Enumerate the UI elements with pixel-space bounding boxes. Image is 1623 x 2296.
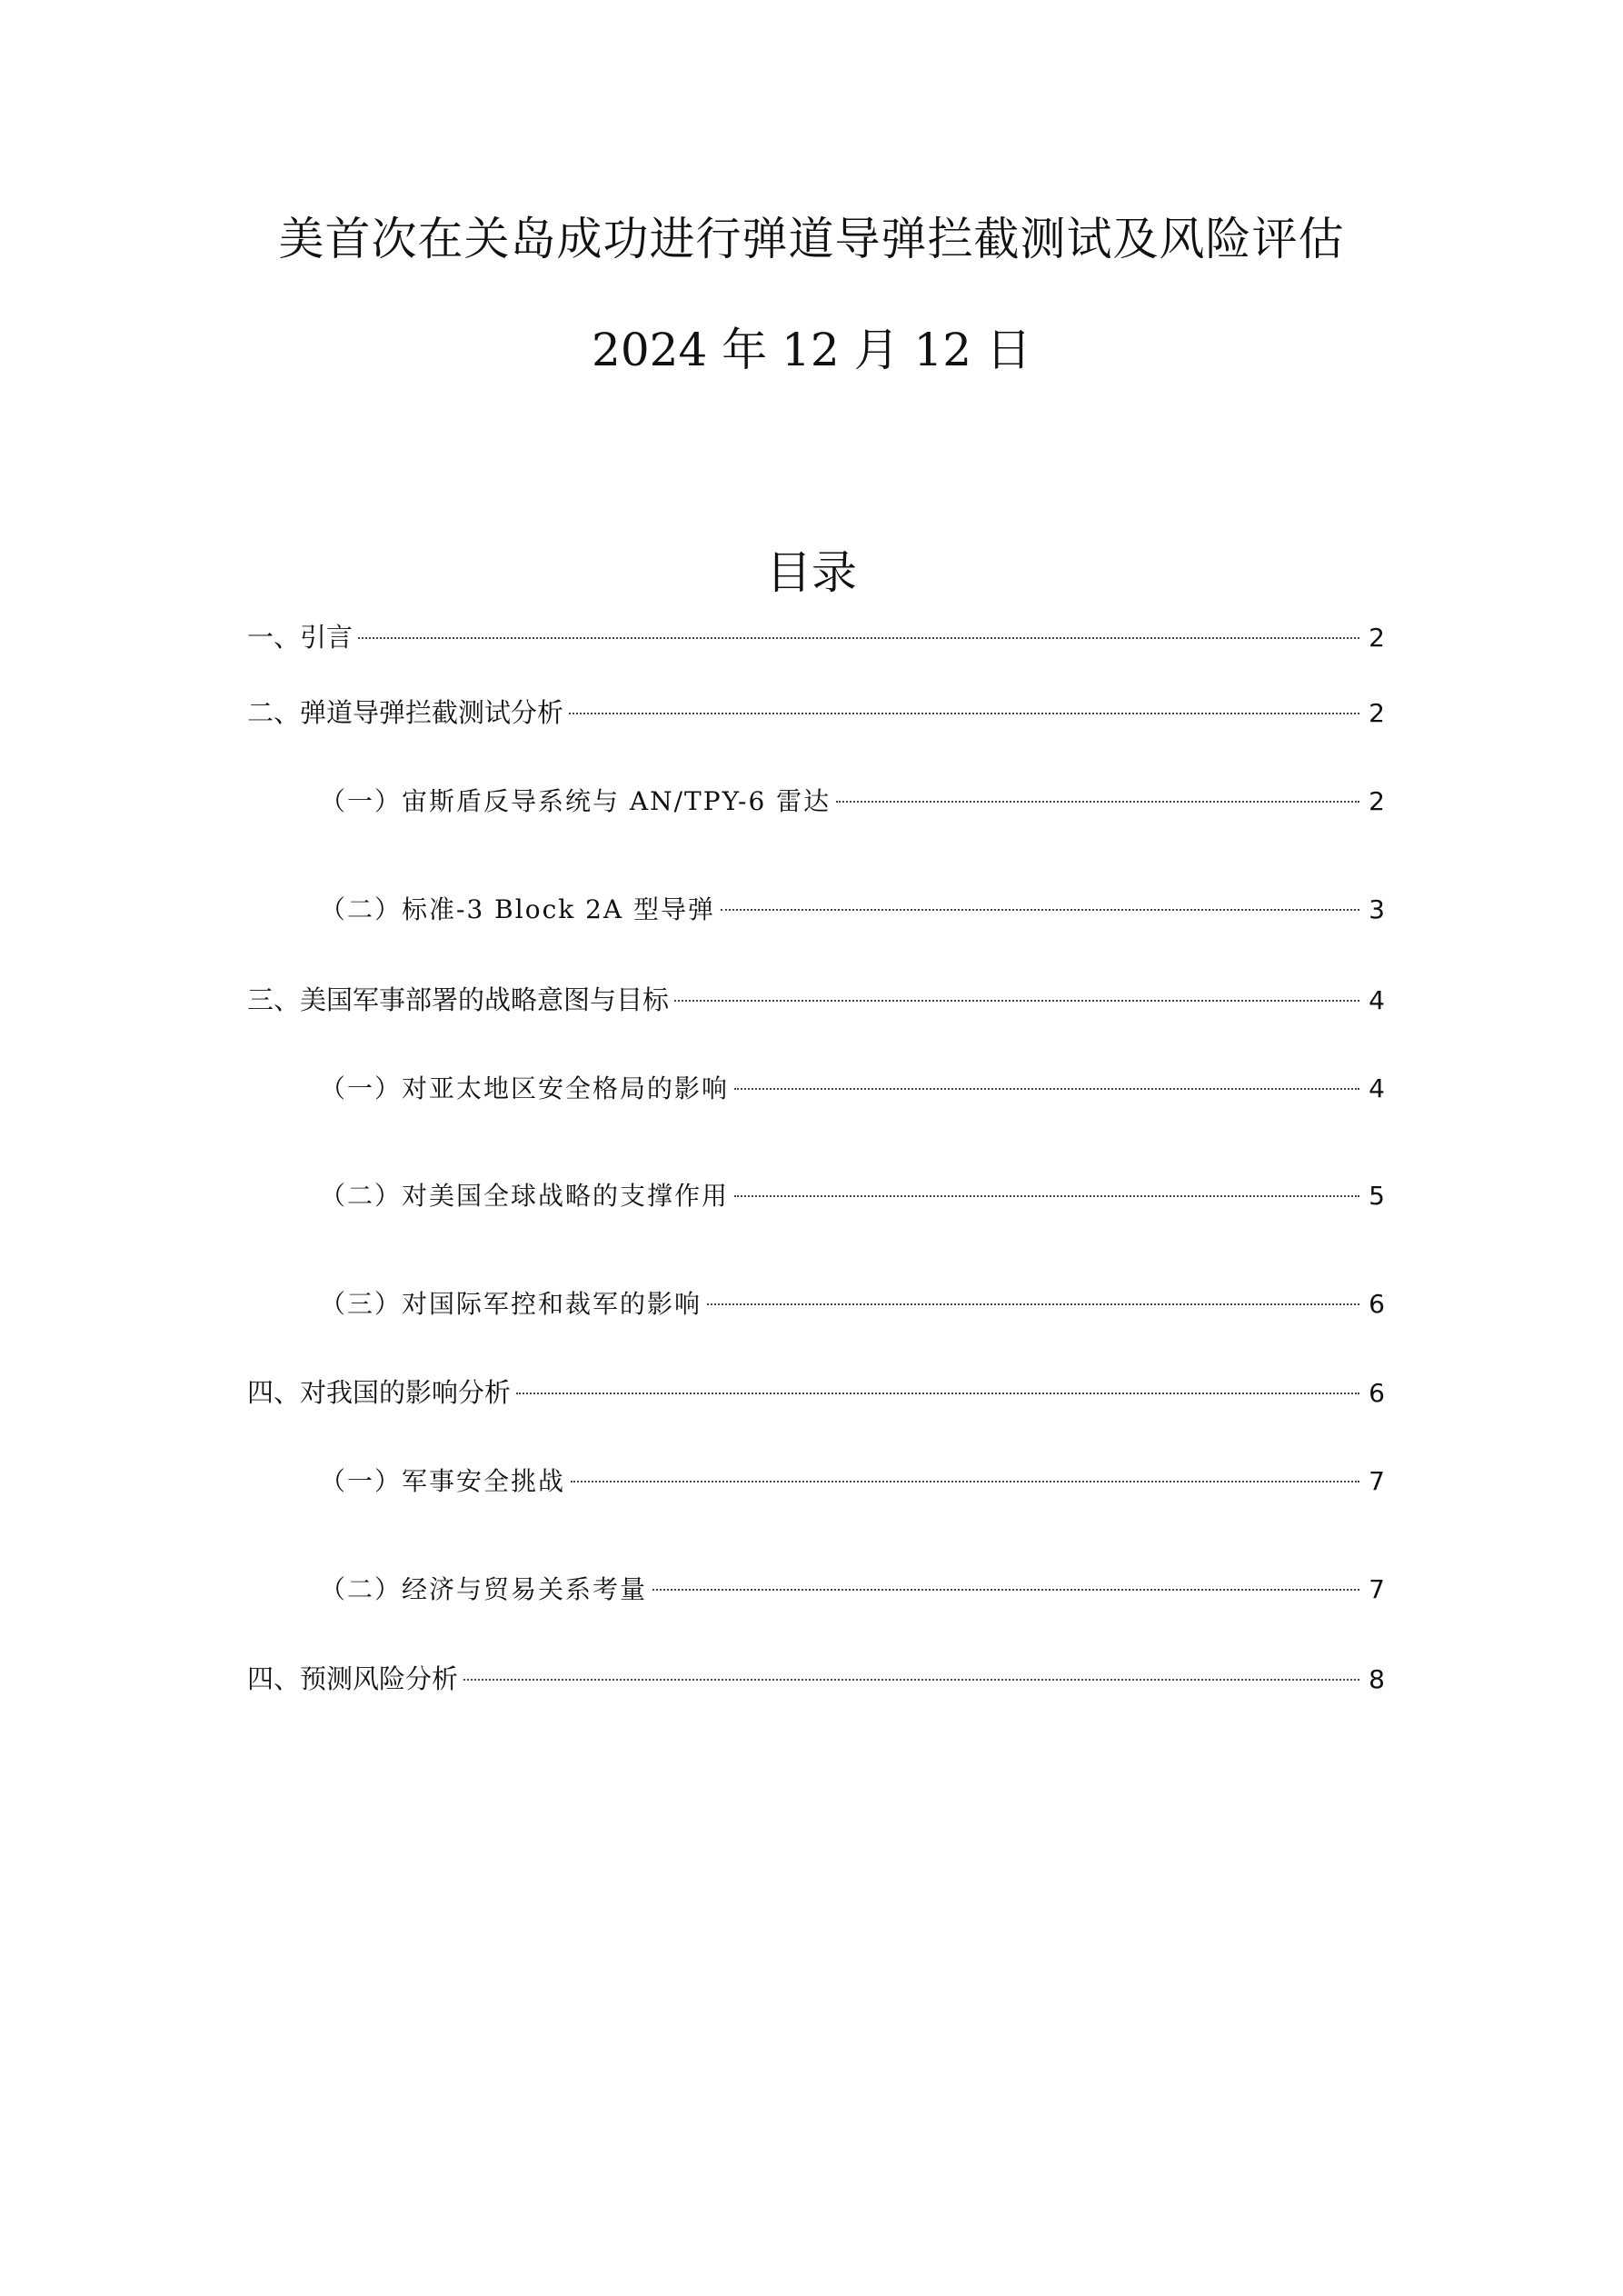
toc-leader-dots — [721, 909, 1359, 911]
toc-entry[interactable] — [320, 1459, 1385, 1504]
toc-page-number: 6 — [1369, 1378, 1385, 1408]
toc-leader-dots — [707, 1303, 1359, 1305]
toc-leader-dots — [652, 1589, 1359, 1591]
toc-entry[interactable] — [247, 690, 1385, 735]
toc-entry[interactable] — [320, 1066, 1385, 1112]
toc-entry-text: （三）对国际军控和裁军的影响 — [320, 1289, 702, 1319]
toc-page-number: 7 — [1369, 1574, 1385, 1604]
toc-page-number: 2 — [1369, 623, 1385, 653]
toc-leader-dots — [734, 1088, 1359, 1090]
toc-entry[interactable] — [320, 1567, 1385, 1612]
toc-page-number: 4 — [1369, 985, 1385, 1015]
document-date: 2024 年 12 月 12 日 — [592, 324, 1031, 376]
toc-entry[interactable] — [320, 1282, 1385, 1327]
toc-entry-text: 一、引言 — [247, 622, 353, 653]
toc-entry[interactable] — [247, 1656, 1385, 1702]
toc-page-number: 2 — [1369, 698, 1385, 728]
toc-entry-text: （二）对美国全球战略的支撑作用 — [320, 1181, 730, 1211]
toc-leader-dots — [358, 637, 1359, 639]
toc-leader-dots — [674, 1000, 1359, 1002]
toc-entry-text: 二、弹道导弹拦截测试分析 — [247, 697, 564, 728]
document-title: 美首次在关岛成功进行弹道导弹拦截测试及风险评估 — [278, 213, 1345, 265]
toc-entry-text: 四、预测风险分析 — [247, 1663, 459, 1694]
toc-entry-text: （二）标准-3 Block 2A 型导弹 — [320, 894, 716, 924]
toc-page-number: 4 — [1369, 1073, 1385, 1103]
toc-heading: 目录 — [766, 546, 857, 599]
toc-entry[interactable] — [320, 779, 1385, 824]
toc-page-number: 6 — [1369, 1289, 1385, 1319]
toc-page-number: 5 — [1369, 1181, 1385, 1211]
toc-leader-dots — [516, 1393, 1359, 1394]
toc-leader-dots — [569, 713, 1359, 714]
toc-entry-text: （二）经济与贸易关系考量 — [320, 1574, 648, 1604]
toc-leader-dots — [571, 1481, 1359, 1482]
toc-entry-text: 三、美国军事部署的战略意图与目标 — [247, 984, 670, 1015]
toc-entry[interactable] — [320, 1173, 1385, 1219]
toc-entry-text: （一）对亚太地区安全格局的影响 — [320, 1073, 730, 1103]
toc-entry[interactable] — [247, 1370, 1385, 1415]
toc-page-number: 7 — [1369, 1466, 1385, 1496]
toc-page-number: 3 — [1369, 894, 1385, 924]
toc-page-number: 8 — [1369, 1664, 1385, 1694]
toc-leader-dots — [734, 1195, 1359, 1197]
toc-leader-dots — [836, 801, 1359, 803]
toc-page-number: 2 — [1369, 786, 1385, 816]
toc-entry[interactable] — [320, 887, 1385, 933]
toc-entry-text: （一）宙斯盾反导系统与 AN/TPY-6 雷达 — [320, 786, 831, 816]
toc-leader-dots — [463, 1679, 1359, 1681]
toc-entry-text: （一）军事安全挑战 — [320, 1466, 566, 1496]
toc-entry[interactable] — [247, 977, 1385, 1023]
toc-entry-text: 四、对我国的影响分析 — [247, 1377, 512, 1408]
toc-entry[interactable] — [247, 614, 1385, 660]
